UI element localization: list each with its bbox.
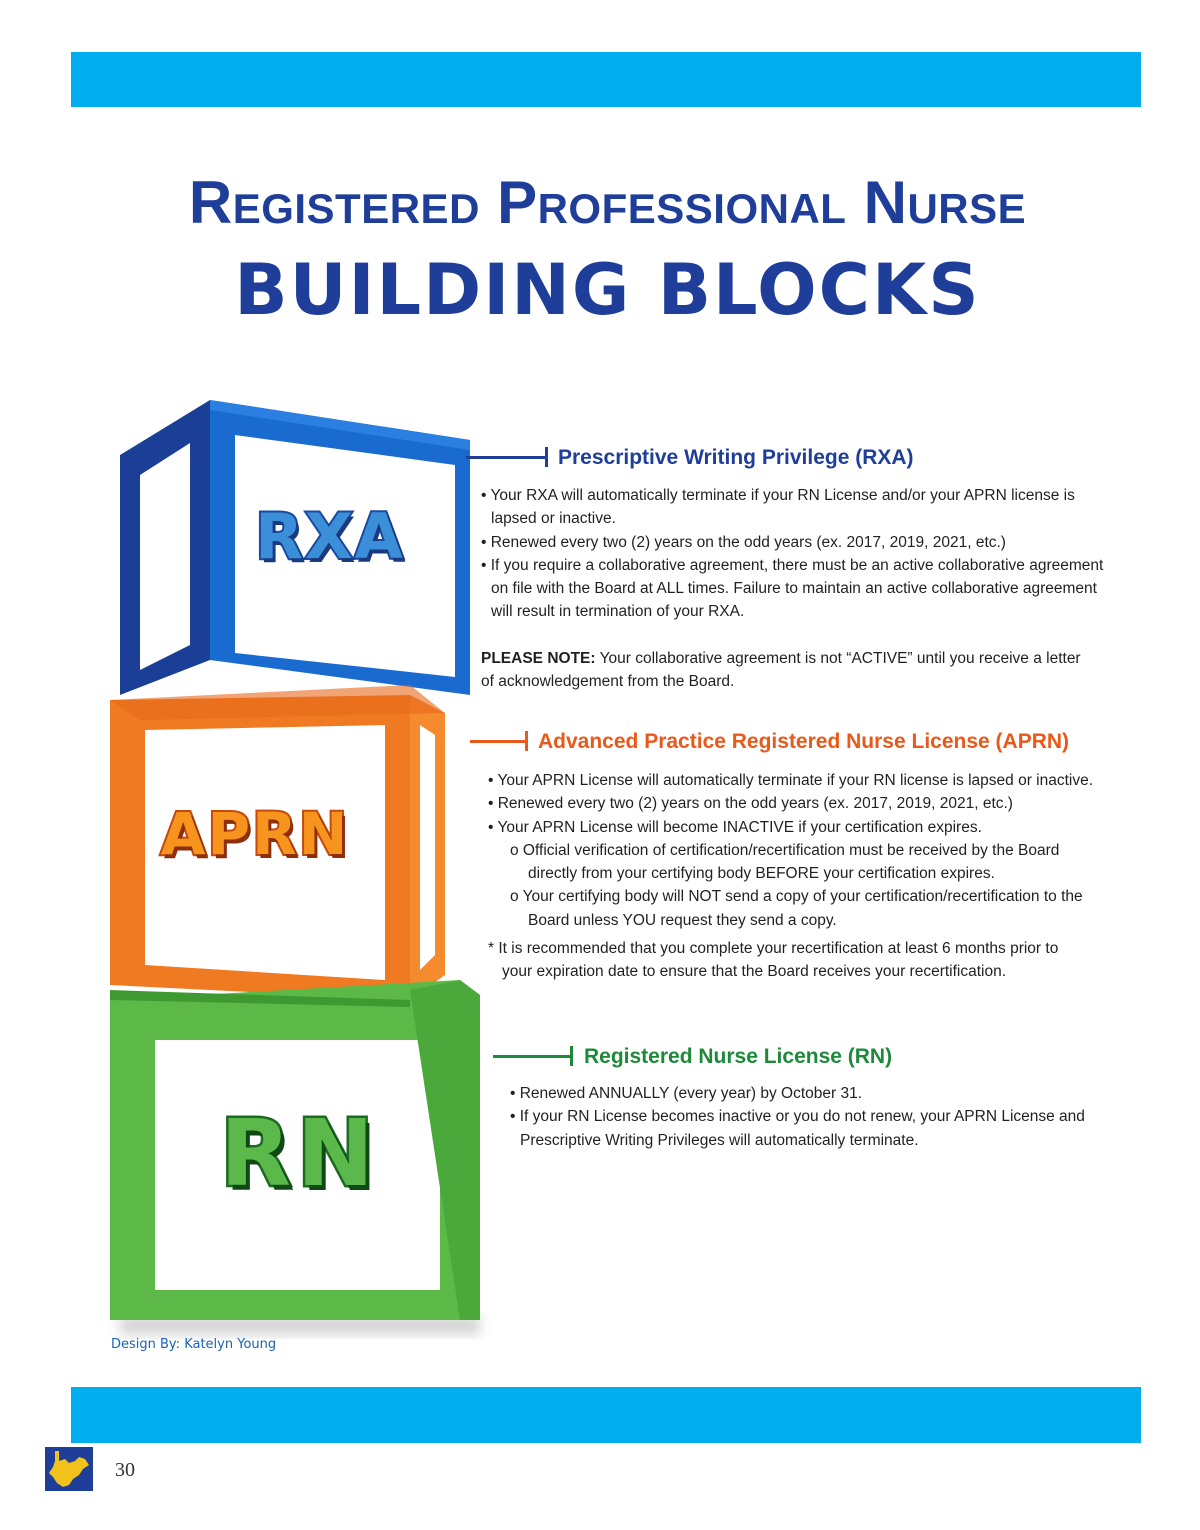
rxa-connector-tick [545,447,548,467]
title-line-1: Registered Professional Nurse [188,169,1027,236]
rxa-bullet: • If you require a collaborative agreement, there must be an active collaborative agreement [481,556,1104,574]
aprn-heading: Advanced Practice Registered Nurse License (APRN) [538,730,1070,753]
rn-block-label: RN [220,1100,380,1207]
aprn-connector-line [470,740,526,743]
rn-body [510,1082,1170,1152]
aprn-body [488,769,1168,984]
rxa-heading: Prescriptive Writing Privilege (RXA) [558,446,914,469]
rxa-bullet-cont: will result in termination of your RXA. [491,603,745,621]
aprn-bullet: • Renewed every two (2) years on the odd years (ex. 2017, 2019, 2021, etc.) [488,795,1013,813]
aprn-note: * It is recommended that you complete your recertification at least 6 months prior to [488,940,1059,958]
rxa-bullet-cont: on file with the Board at ALL times. Failure to maintain an active collaborative agreement [491,580,1097,598]
rxa-connector-line [466,456,546,459]
rxa-bullet-cont: lapsed or inactive. [491,510,616,528]
aprn-sub-bullet-cont: directly from your certifying body BEFORE your certification expires. [528,865,995,883]
rxa-note-text: Your collaborative agreement is not “ACTIVE” until you receive a letter [595,649,1081,667]
aprn-bullet: • Your APRN License will become INACTIVE if your certification expires. [488,818,982,836]
top-color-band [71,52,1141,107]
aprn-sub-bullet: o Your certifying body will NOT send a copy of your certification/recertification to the [510,888,1083,906]
aprn-note-cont: your expiration date to ensure that the Board receives your recertification. [502,963,1007,981]
west-virginia-state-icon [45,1447,93,1491]
rn-heading: Registered Nurse License (RN) [584,1045,893,1068]
aprn-sub-bullet-cont: Board unless YOU request they send a copy. [528,911,837,929]
page-number: 30 [115,1459,135,1481]
design-credit: Design By: Katelyn Young [111,1337,277,1352]
rxa-bullet: • Your RXA will automatically terminate if your RN License and/or your APRN license is [481,487,1075,504]
aprn-block-label: APRN [160,800,350,868]
page-subtitle: BUILDING BLOCKS [234,249,981,331]
rxa-block-label: RXA [255,500,405,573]
rn-connector-tick [570,1046,573,1066]
aprn-sub-bullet: o Official verification of certification/recertification must be received by the Board [510,841,1060,859]
rn-bullet-cont: Prescriptive Writing Privileges will automatically terminate. [520,1131,919,1149]
rn-connector-line [493,1055,571,1058]
page-title [0,168,1200,238]
rxa-body [481,484,1161,693]
rn-bullet: • If your RN License becomes inactive or you do not renew, your APRN License and [510,1108,1085,1126]
rxa-note-cont: of acknowledgement from the Board. [481,673,735,691]
aprn-bullet: • Your APRN License will automatically terminate if your RN license is lapsed or inactive. [488,772,1094,789]
rn-bullet: • Renewed ANNUALLY (every year) by October 31. [510,1085,863,1102]
aprn-connector-tick [525,731,528,751]
bottom-color-band [71,1387,1141,1443]
rxa-note-label: PLEASE NOTE: [481,649,596,667]
rxa-bullet: • Renewed every two (2) years on the odd years (ex. 2017, 2019, 2021, etc.) [481,533,1006,551]
rxa-note [481,647,1161,670]
